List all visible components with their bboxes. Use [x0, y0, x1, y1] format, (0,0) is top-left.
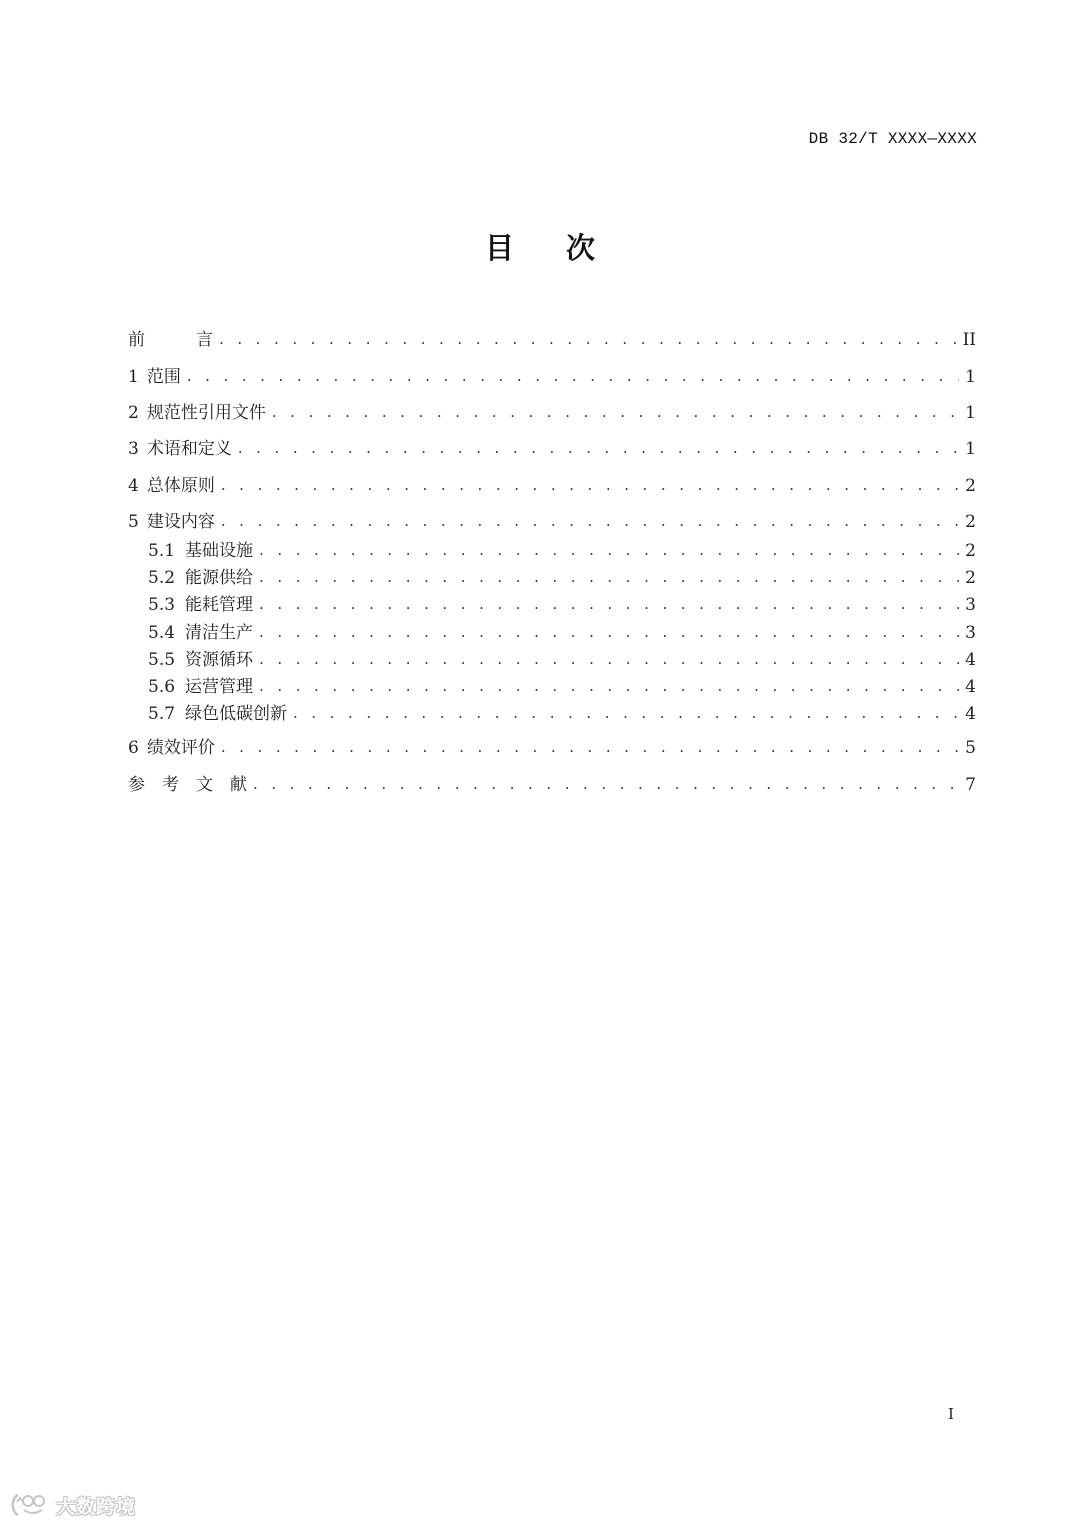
toc-entry-1[interactable]	[128, 365, 976, 389]
toc-entry-label: 范围	[146, 367, 181, 387]
toc-entry-page: 1	[965, 367, 976, 387]
toc-entry-5-5[interactable]	[148, 648, 976, 672]
toc-entry-number: 5.4	[148, 623, 176, 643]
toc-entry-references[interactable]	[128, 773, 976, 797]
toc-entry-page: 1	[965, 439, 976, 459]
toc-entry-page: 1	[965, 403, 976, 423]
toc-entry-number: 2	[128, 403, 139, 423]
toc-entry-label: 清洁生产	[185, 623, 254, 643]
toc-leader-dots	[221, 473, 959, 497]
toc-entry-foreword[interactable]	[128, 328, 976, 352]
toc-entry-5-1[interactable]	[148, 539, 976, 563]
toc-entry-page: 2	[965, 476, 976, 496]
toc-leader-dots	[238, 436, 959, 460]
toc-leader-dots	[221, 509, 959, 533]
toc-leader-dots	[259, 565, 959, 589]
toc-entry-4[interactable]	[128, 474, 976, 498]
toc-entry-page: 3	[965, 623, 976, 643]
toc-entry-page: 4	[965, 650, 976, 670]
watermark	[8, 1490, 136, 1520]
toc-entry-number: 1	[128, 367, 139, 387]
document-code: DB 32/T XXXX—XXXX	[808, 130, 977, 148]
toc-leader-dots	[219, 327, 957, 351]
toc-entry-5-6[interactable]	[148, 675, 976, 699]
toc-entry-number: 4	[128, 476, 139, 496]
toc-entry-5-2[interactable]	[148, 566, 976, 590]
toc-entry-number: 5	[128, 512, 139, 532]
toc-entry-number: 6	[128, 738, 139, 758]
toc-leader-dots	[272, 400, 959, 424]
toc-entry-number: 3	[128, 439, 139, 459]
toc-entry-label: 总体原则	[146, 476, 215, 496]
page-number: I	[948, 1405, 954, 1423]
toc-entry-label: 资源循环	[185, 650, 254, 670]
toc-entry-page: 3	[965, 595, 976, 615]
toc-entry-label: 绿色低碳创新	[185, 704, 288, 724]
toc-entry-6[interactable]	[128, 736, 976, 760]
page-title	[0, 226, 1080, 267]
toc-entry-number: 5.3	[148, 595, 176, 615]
toc-entry-label: 能源供给	[185, 568, 254, 588]
toc-leader-dots	[259, 647, 959, 671]
toc-entry-label: 术语和定义	[146, 439, 232, 459]
toc-leader-dots	[293, 701, 959, 725]
toc-entry-page: 2	[965, 512, 976, 532]
toc-entry-page: 2	[965, 568, 976, 588]
toc-entry-page: II	[962, 330, 976, 350]
toc-entry-number: 5.6	[148, 677, 176, 697]
toc-entry-page: 4	[965, 677, 976, 697]
brand-logo-icon	[8, 1490, 52, 1520]
title-char-right: 次	[566, 231, 596, 265]
toc-entry-label: 绩效评价	[146, 738, 215, 758]
toc-entry-2[interactable]	[128, 401, 976, 425]
toc-leader-dots	[187, 364, 959, 388]
toc-entry-label: 规范性引用文件	[146, 403, 266, 423]
toc-entry-label: 参 考 文 献	[128, 775, 247, 795]
toc-entry-number: 5.5	[148, 650, 176, 670]
toc-entry-number: 5.7	[148, 704, 176, 724]
toc-leader-dots	[253, 772, 959, 796]
toc-entry-label: 前 言	[128, 330, 213, 350]
toc-leader-dots	[259, 592, 959, 616]
toc-leader-dots	[259, 538, 959, 562]
toc-entry-page: 5	[965, 738, 976, 758]
toc-entry-page: 7	[965, 775, 976, 795]
toc-entry-5-4[interactable]	[148, 621, 976, 645]
toc-entry-5-3[interactable]	[148, 593, 976, 617]
toc-leader-dots	[221, 735, 959, 759]
toc-entry-label: 基础设施	[185, 541, 254, 561]
title-char-left: 目	[484, 231, 514, 265]
toc-leader-dots	[259, 620, 959, 644]
toc-entry-number: 5.1	[148, 541, 176, 561]
toc-leader-dots	[259, 674, 959, 698]
toc-entry-label: 运营管理	[185, 677, 254, 697]
watermark-text: 大数跨境	[56, 1495, 137, 1518]
toc-entry-5[interactable]	[128, 510, 976, 534]
toc-entry-5-7[interactable]	[148, 702, 976, 726]
toc-entry-label: 建设内容	[146, 512, 215, 532]
toc-entry-3[interactable]	[128, 437, 976, 461]
toc-entry-page: 4	[965, 704, 976, 724]
toc-entry-label: 能耗管理	[185, 595, 254, 615]
toc-entry-page: 2	[965, 541, 976, 561]
toc-entry-number: 5.2	[148, 568, 176, 588]
